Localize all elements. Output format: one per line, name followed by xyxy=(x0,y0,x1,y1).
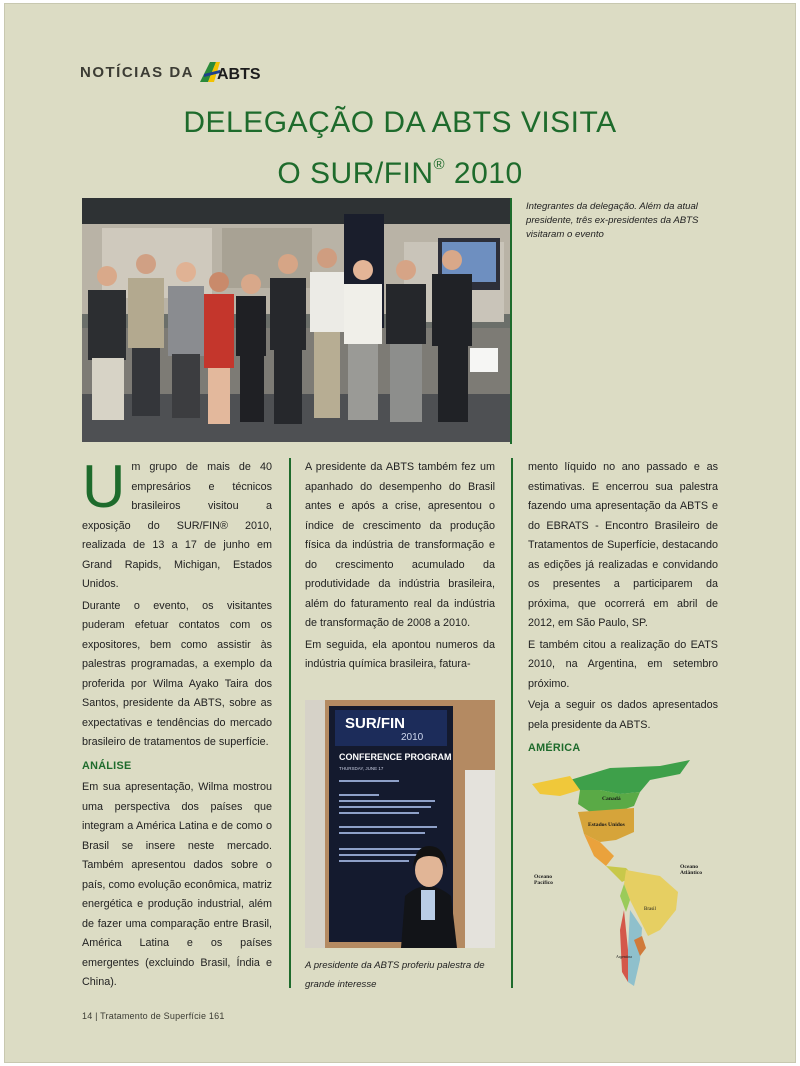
paragraph-chemistry: Em seguida, ela apontou numeros da indústria química brasileira, fatura- xyxy=(305,638,495,670)
paragraph-eats: E também citou a realização do EATS 2010, na Argentina, em setembro próximo. xyxy=(528,638,718,690)
column-rule-1 xyxy=(289,458,291,988)
paragraph-intro: Um grupo de mais de 40 empresários e técnicos brasileiros visitou a exposição do SUR/FIN® 2010, realizada de 13 a 17 de junho em Grand Rapids, Michigan, Estados Unidos. xyxy=(82,453,272,590)
delegation-photo xyxy=(82,198,510,442)
abts-logo xyxy=(200,60,261,84)
subhead-analise: ANÁLISE xyxy=(82,759,132,772)
americas-map xyxy=(530,760,720,990)
article-column-2 xyxy=(305,458,495,677)
article-title xyxy=(100,102,700,195)
section-label: NOTÍCIAS DA xyxy=(80,63,194,81)
article-column-1 xyxy=(82,453,272,995)
map-label-argentina: Argentina xyxy=(616,954,632,959)
dropcap: U xyxy=(82,453,126,520)
subhead-america: AMÉRICA xyxy=(528,742,581,754)
column-rule-2 xyxy=(511,458,513,988)
page-footer: 14 | Tratamento de Superfície 161 xyxy=(82,1011,225,1021)
logo-text: ABTS xyxy=(217,66,261,83)
section-header xyxy=(80,60,261,84)
map-label-canada: Canadá xyxy=(602,796,621,802)
paragraph-ebrats: mento líquido no ano passado e as estimativas. E encerrou sua palestra fazendo uma apresentação da ABTS e do EBRATS - Encontro Brasileiro de Tratamentos de Superfície, destacando as edições já realizadas e convidando os presentes a participarem da próxima, que ocorrerá em abril de 2012, em São Paulo, SP. xyxy=(528,461,718,629)
article-column-3 xyxy=(528,458,718,761)
title-line-1: DELEGAÇÃO DA ABTS VISITA xyxy=(183,106,617,139)
paragraph-event: Durante o evento, os visitantes puderam efetuar contatos com os expositores, bem como assistir às palestras programadas, a exemplo da proferida por Wilma Ayako Taira dos Santos, presidente da ABTS, sobre as expectativas e tendências do mercado brasileiro de tratamentos de superfície. xyxy=(82,599,272,748)
photo2-caption: A presidente da ABTS proferiu palestra de grande interesse xyxy=(305,960,485,990)
column-rule-photo xyxy=(510,198,512,444)
paragraph-performance: A presidente da ABTS também fez um apanhado do desempenho do Brasil antes e após a crise, apresentou o índice de crescimento da produção física da indústria de transformação e do crescimento acumulado da produtividade da indústria brasileira, além do faturamento real da indústria de transformação de 2008 a 2010. xyxy=(305,461,495,629)
poster-brand: SUR/FIN xyxy=(345,715,405,732)
poster-year: 2010 xyxy=(401,732,424,743)
president-photo xyxy=(305,700,495,948)
poster-sub: THURSDAY, JUNE 17 xyxy=(339,766,384,771)
map-label-brazil: Brasil xyxy=(644,907,656,912)
paragraph-analysis: Em sua apresentação, Wilma mostrou uma perspectiva dos países que integram a América Latina e de como o Brasil se insere neste mercado. Também apresentou dados sobre o país, como evolução econômica, matriz energética e produção industrial, além de fazer uma comparação entre Brasil, América Latina e os países emergentes (excluindo Brasil, Índia e China). xyxy=(82,781,272,988)
paragraph-data: Veja a seguir os dados apresentados pela presidente da ABTS. xyxy=(528,699,718,731)
photo1-caption: Integrantes da delegação. Além da atual presidente, três ex-presidentes da ABTS visitaram o evento xyxy=(526,201,699,240)
poster-heading: CONFERENCE PROGRAM xyxy=(339,752,452,762)
map-label-pacific: Oceano Pacífico xyxy=(534,874,553,886)
title-line-2: O SUR/FIN® 2010 xyxy=(277,156,523,190)
map-label-usa: Estados Unidos xyxy=(588,822,625,828)
map-label-atlantic: Oceano Atlântico xyxy=(680,864,703,876)
